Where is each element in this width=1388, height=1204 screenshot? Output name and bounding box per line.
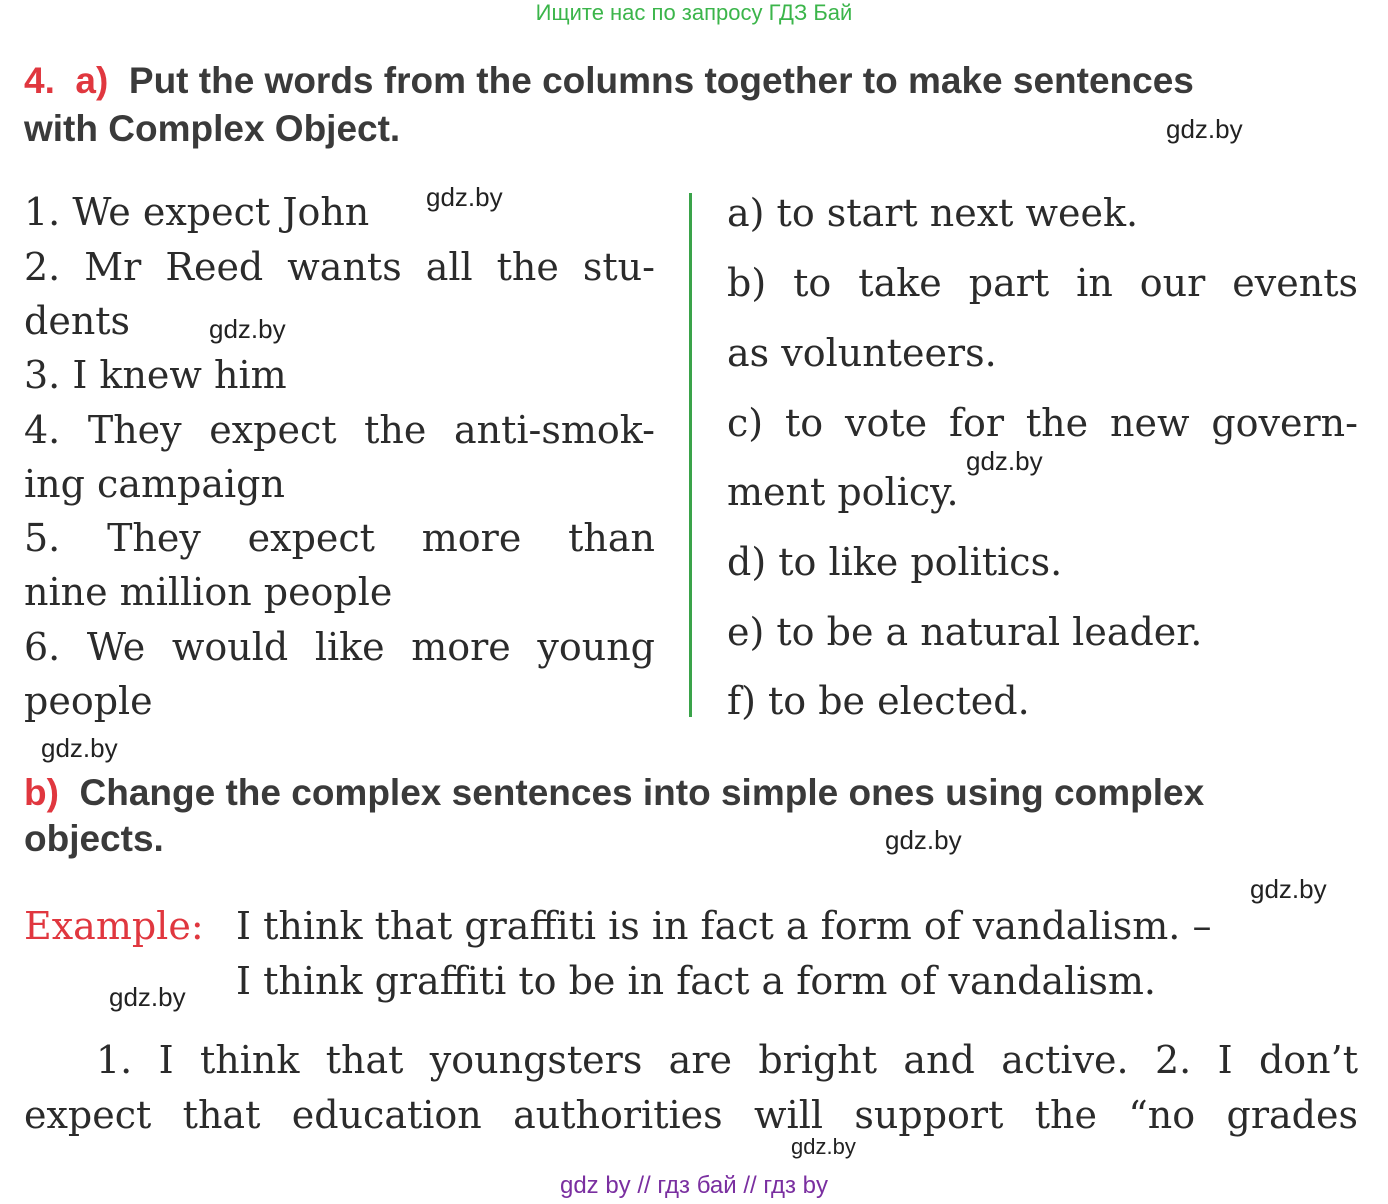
part-a-letter: a)	[75, 60, 109, 101]
part-b-letter: b)	[24, 772, 59, 813]
footer-links: gdz by // гдз бай // гдз by	[559, 1172, 829, 1199]
watermark: gdz.by	[41, 733, 118, 763]
task-heading-line1	[24, 60, 1194, 102]
left-line-4: 3. I knew him	[24, 353, 287, 397]
watermark: gdz.by	[209, 314, 286, 344]
part-b-heading-line2: objects.	[24, 818, 164, 859]
left-line-1: 1. We expect John	[24, 190, 370, 234]
task-number: 4.	[24, 60, 55, 101]
right-line-6: d) to like politics.	[727, 540, 1063, 584]
right-line-3: as volunteers.	[727, 331, 997, 375]
right-line-7: e) to be a natural leader.	[727, 610, 1203, 654]
watermark: gdz.by	[1250, 874, 1327, 904]
left-line-8: nine million people	[24, 570, 393, 614]
right-line-5: ment policy.	[727, 470, 959, 514]
column-divider	[689, 193, 692, 717]
left-line-2: 2. Mr Reed wants all the stu-	[24, 245, 655, 289]
left-line-6: ing campaign	[24, 462, 285, 506]
right-line-8: f) to be elected.	[727, 679, 1030, 723]
watermark: gdz.by	[1166, 114, 1243, 144]
example-line-1: I think that graffiti is in fact a form of vandalism. –	[236, 904, 1212, 948]
example-label: Example:	[24, 904, 204, 948]
part-b-instruction: Change the complex sentences into simple ones using complex	[79, 772, 1205, 813]
part-a-instruction: Put the words from the columns together to make sentences	[128, 60, 1194, 101]
task-heading-line2: with Complex Object.	[24, 108, 401, 149]
left-line-10: people	[24, 679, 153, 723]
right-line-1: a) to start next week.	[727, 191, 1139, 235]
left-line-5: 4. They expect the anti-smok-	[24, 408, 655, 452]
exercise-line-2: expect that education authorities will support the “no grades	[24, 1093, 1358, 1137]
left-line-3: dents	[24, 299, 131, 343]
exercise-line-1: 1. I think that youngsters are bright and active. 2. I don’t	[96, 1038, 1358, 1082]
watermark: gdz.by	[885, 825, 962, 855]
watermark: gdz.by	[109, 982, 186, 1012]
part-b-heading-line1	[24, 772, 1204, 814]
right-line-4: c) to vote for the new govern-	[727, 401, 1358, 445]
watermark: gdz.by	[966, 446, 1043, 476]
example-line-2: I think graffiti to be in fact a form of vandalism.	[236, 959, 1157, 1003]
top-banner: Ищите нас по запросу ГДЗ Бай	[535, 0, 853, 25]
left-line-9: 6. We would like more young	[24, 625, 655, 669]
watermark: gdz.by	[426, 182, 503, 212]
right-line-2: b) to take part in our events	[727, 261, 1358, 305]
watermark: gdz.by	[791, 1134, 856, 1159]
left-line-7: 5. They expect more than	[24, 516, 655, 560]
